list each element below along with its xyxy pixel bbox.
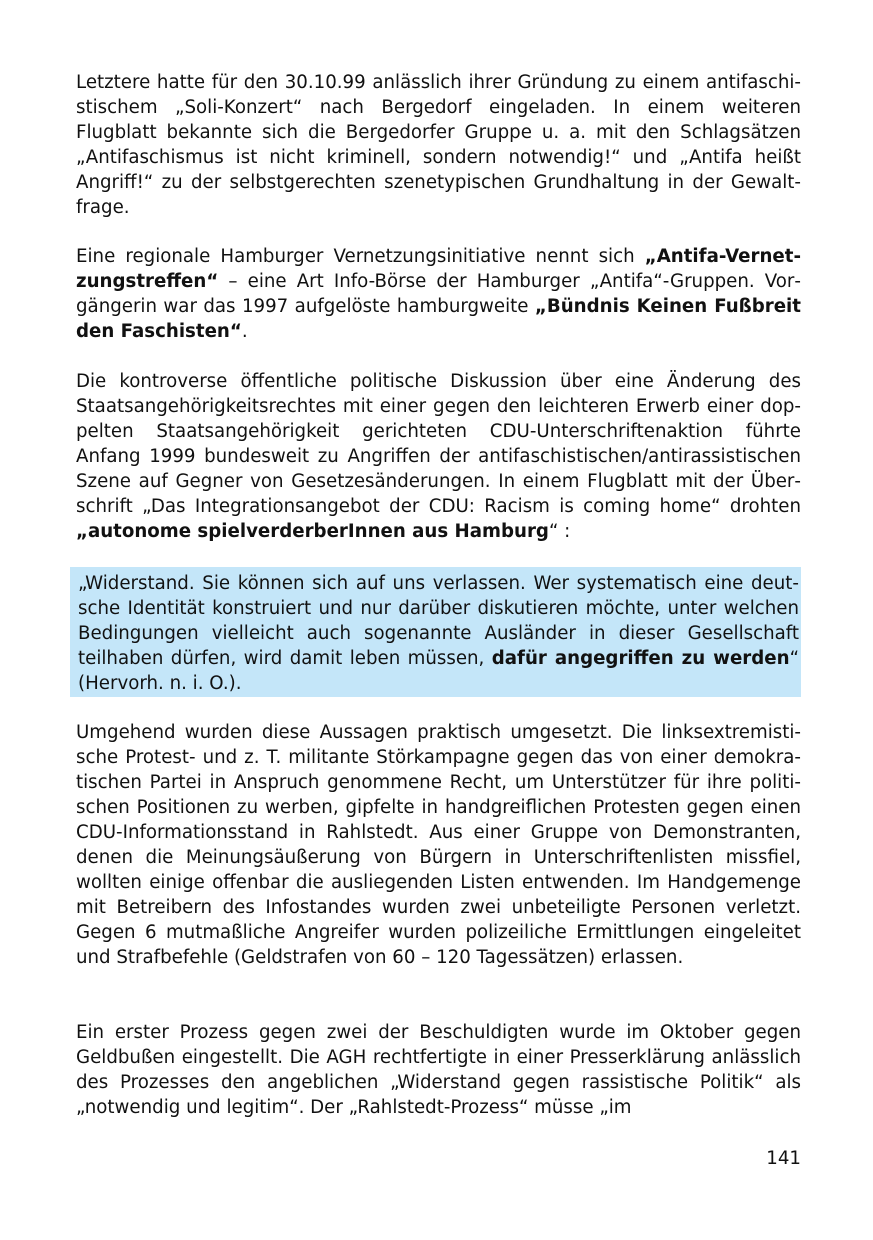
- paragraph-staatsangehoerigkeit: [76, 369, 801, 544]
- paragraph-rahlstedt: Umgehend wurden diese Aussagen praktisch umgesetzt. Die linksextremistische Protest- und z. T. militante Störkampagne gegen das von einer demokratischen Partei in Anspruch genommene Recht, um Unterstützer für ihre politischen Positionen zu werben, gipfelte in handgreiflichen Protesten gegen einen CDU-Informationsstand in Rahlstedt. Aus einer Gruppe von Demonstranten, denen die Meinungsäußerung von Bürgern in Unterschriftenlisten missfiel, wollten einige offenbar die ausliegenden Listen entwenden. Im Handgemenge mit Betreibern des Infostandes wurden zwei unbeteiligte Personen verletzt. Gegen 6 mutmaßliche Angreifer wurden polizeiliche Ermittlungen eingeleitet und Strafbefehle (Geldstrafen von 60 – 120 Tagessätzen) erlassen.: [76, 722, 801, 968]
- bold-quote-emphasis: dafür angegriffen zu werden: [491, 648, 790, 669]
- page-number: 141: [766, 1148, 801, 1169]
- text-span: – eine Art Info-Börse der Hamburger „Antifa“-Gruppen. Vorgängerin war das 1997 aufgelöste hamburgweite: [76, 271, 801, 317]
- bold-term-spielverderberinnen: „autonome spielverderberInnen aus Hamburg: [76, 521, 549, 542]
- paragraph-soli-konzert: Letztere hatte für den 30.10.99 anlässlich ihrer Gründung zu einem antifaschistischem „Soli-Konzert“ nach Bergedorf eingeladen. In einem weiteren Flugblatt bekannte sich die Bergedorfer Gruppe u. a. mit den Schlagsätzen „Antifaschismus ist nicht kriminell, sondern notwendig!“ und „Antifa heißt Angriff!“ zu der selbstgerechten szenetypischen Grundhaltung in der Gewaltfrage.: [76, 72, 801, 218]
- quote-widerstand: [78, 571, 799, 696]
- paragraph-vernetzungstreffen: [76, 244, 801, 344]
- text-span: Die kontroverse öffentliche politische Diskussion über eine Änderung des Staatsangehörigkeitsrechtes mit einer gegen den leichteren Erwerb einer doppelten Staatsangehörigkeit gerichteten CDU-Unterschriftenaktion führte Anfang 1999 bundesweit zu Angriffen der antifaschistischen/antirassistischen Szene auf Gegner von Gesetzesänderungen. In einem Flugblatt mit der Überschrift „Das Integrationsangebot der CDU: Racism is coming home“ drohten: [76, 371, 801, 517]
- text-span: „Widerstand. Sie können sich auf uns verlassen. Wer systematisch eine deutsche Identität konstruiert und nur darüber diskutieren möchte, unter welchen Bedingungen vielleicht auch sogenannte Ausländer in dieser Gesellschaft teilhaben dürfen, wird damit leben müssen,: [78, 573, 799, 669]
- bold-term-antifa-vernetzungstreffen: „Antifa-Vernetzungstreffen“: [76, 246, 801, 292]
- text-span: .: [241, 321, 248, 342]
- paragraph-prozess: Ein erster Prozess gegen zwei der Beschuldigten wurde im Oktober gegen Geldbußen eingestellt. Die AGH rechtfertigte in einer Presserklärung anlässlich des Prozesses den angeblichen „Widerstand gegen rassistische Politik“ als „notwendig und legitim“. Der „Rahlstedt-Prozess“ müsse „im: [76, 1022, 801, 1118]
- text-span: “ (Hervorh. n. i. O.).: [78, 648, 799, 694]
- bold-term-buendnis: „Bündnis Keinen Fußbreit den Faschisten“: [76, 296, 801, 342]
- text-span: Eine regionale Hamburger Vernetzungsinitiative nennt sich: [76, 246, 645, 267]
- text-span: “ :: [548, 521, 571, 542]
